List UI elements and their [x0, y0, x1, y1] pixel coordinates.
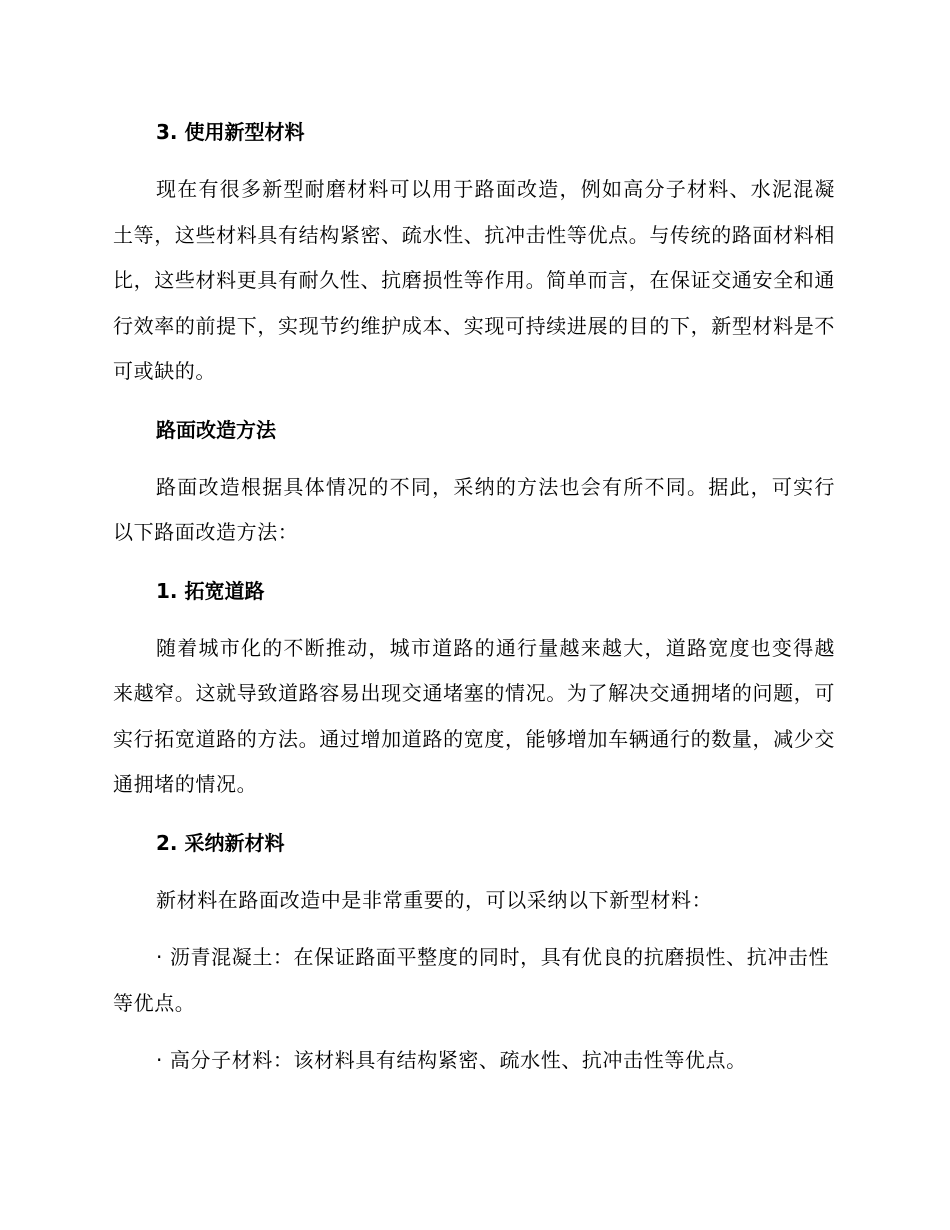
method-2-intro-paragraph: 新材料在路面改造中是非常重要的，可以采纳以下新型材料：	[156, 887, 713, 912]
section-3-heading: 3. 使用新型材料	[156, 120, 305, 144]
method-2-heading: 2. 采纳新材料	[156, 830, 285, 855]
methods-intro-paragraph: 路面改造根据具体情况的不同，采纳的方法也会有所不同。据此，可实行以下路面改造方法：	[113, 474, 835, 544]
document-body	[113, 109, 835, 1096]
method-1-paragraph: 随着城市化的不断推动，城市道路的通行量越来越大，道路宽度也变得越来越窄。这就导致道路容易出现交通堵塞的情况。为了解决交通拥堵的问题，可实行拓宽道路的方法。通过增加道路的宽度，能够增加车辆通行的数量，减少交通拥堵的情况。	[113, 635, 835, 796]
section-3-paragraph: 现在有很多新型耐磨材料可以用于路面改造，例如高分子材料、水泥混凝土等，这些材料具有结构紧密、疏水性、抗冲击性等优点。与传统的路面材料相比，这些材料更具有耐久性、抗磨损性等作用。简单而言，在保证交通安全和通行效率的前提下，实现节约维护成本、实现可持续进展的目的下，新型材料是不可或缺的。	[113, 177, 835, 383]
method-1-heading: 1. 拓宽道路	[156, 578, 265, 603]
methods-heading: 路面改造方法	[156, 417, 276, 442]
bullet-asphalt-concrete: · 沥青混凝土：在保证路面平整度的同时，具有优良的抗磨损性、抗冲击性等优点。	[113, 945, 830, 1015]
bullet-polymer-material: · 高分子材料：该材料具有结构紧密、疏水性、抗冲击性等优点。	[156, 1048, 747, 1072]
